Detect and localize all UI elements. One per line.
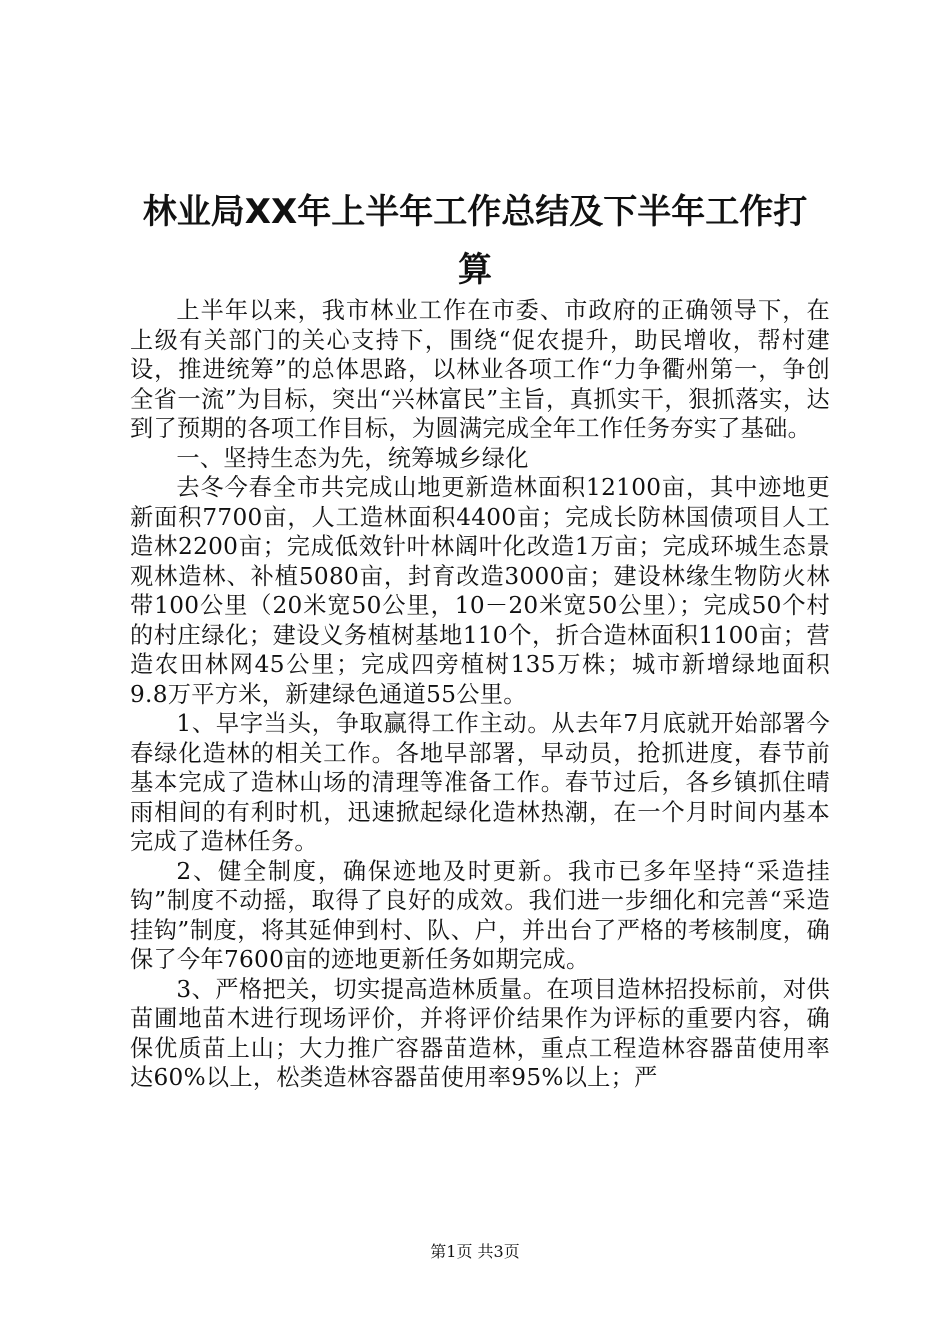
item-paragraph-3: 3、严格把关，切实提高造林质量。在项目造林招投标前，对供苗圃地苗木进行现场评价，并将评价结果作为评标的重要内容，确保优质苗上山；大力推广容器苗造林，重点工程造林容器苗使用率达60%以上，松类造林容器苗使用率95%以上；严 xyxy=(130,975,830,1091)
section-heading: 一、坚持生态为先，统筹城乡绿化 xyxy=(176,444,529,472)
document-body xyxy=(130,296,830,1093)
intro-paragraph: 上半年以来，我市林业工作在市委、市政府的正确领导下，在上级有关部门的关心支持下，围绕“促农提升，助民增收，帮村建设，推进统筹”的总体思路，以林业各项工作“力争衢州第一，争创全省一流”为目标，突出“兴林富民”主旨，真抓实干，狠抓落实，达到了预期的各项工作目标，为圆满完成全年工作任务夯实了基础。 xyxy=(130,297,830,442)
page-number-footer: 第1页 共3页 xyxy=(430,1242,520,1261)
section-paragraph: 去冬今春全市共完成山地更新造林面积12100亩，其中迹地更新面积7700亩，人工造林面积4400亩；完成长防林国债项目人工造林2200亩；完成低效针叶林阔叶化改造1万亩；完成环城生态景观林造林、补植5080亩，封育改造3000亩；建设林缘生物防火林带100公里（20米宽50公里，10－20米宽50公里）；完成50个村的村庄绿化；建设义务植树基地110个，折合造林面积1100亩；营造农田林网45公里；完成四旁植树135万株；城市新增绿地面积9.8万平方米，新建绿色通道55公里。 xyxy=(130,474,830,708)
item-paragraph-2: 2、健全制度，确保迹地及时更新。我市已多年坚持“采造挂钩”制度不动摇，取得了良好的成效。我们进一步细化和完善“采造挂钩”制度，将其延伸到村、队、户，并出台了严格的考核制度，确保了今年7600亩的迹地更新任务如期完成。 xyxy=(130,857,830,973)
document-title-line-1: 林业局XX年上半年工作总结及下半年工作打 xyxy=(142,192,808,232)
document-title-line-2: 算 xyxy=(458,250,492,290)
item-paragraph-1: 1、早字当头，争取赢得工作主动。从去年7月底就开始部署今春绿化造林的相关工作。各地早部署，早动员，抢抓进度，春节前基本完成了造林山场的清理等准备工作。春节过后，各乡镇抓住晴雨相间的有利时机，迅速掀起绿化造林热潮，在一个月时间内基本完成了造林任务。 xyxy=(130,710,830,855)
